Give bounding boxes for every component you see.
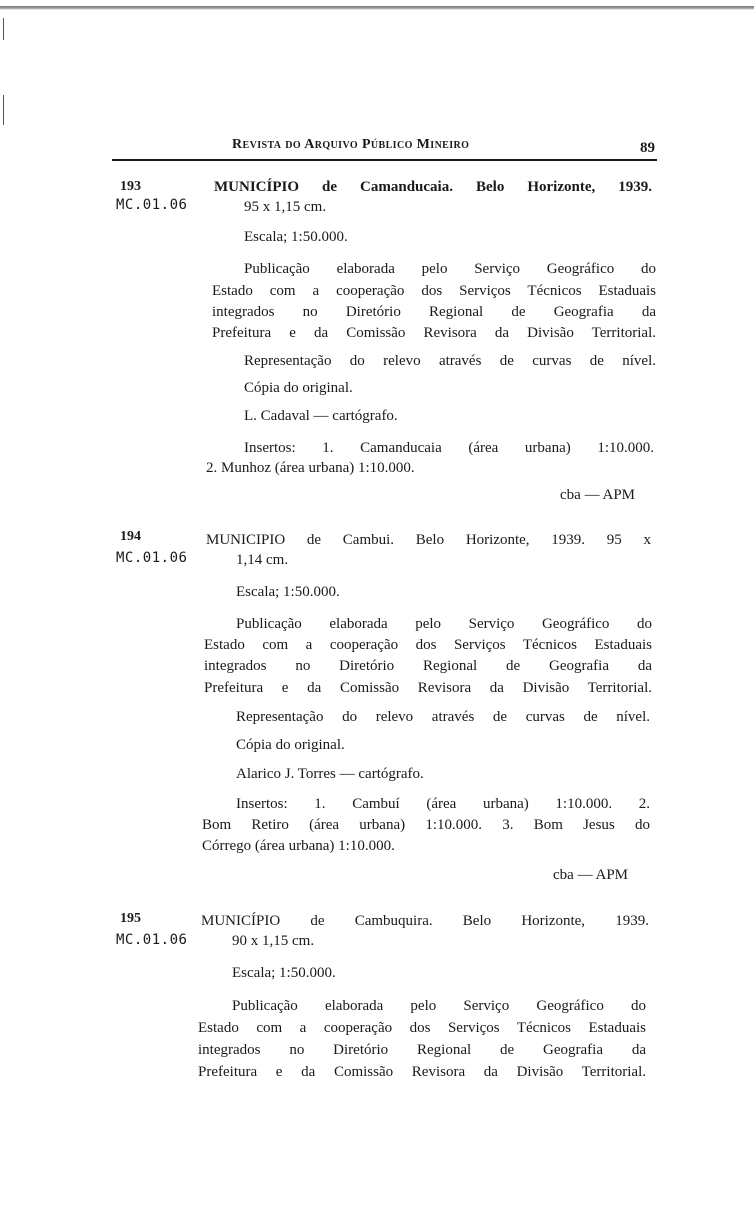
entry-publication: Publicação elaborada pelo Serviço Geográfico do	[244, 261, 656, 277]
entry-dimensions: 90 x 1,15 cm.	[232, 933, 315, 949]
entry-dimensions: 1,14 cm.	[236, 552, 289, 568]
entry-copy: Cópia do original.	[244, 380, 353, 396]
entry-publication: integrados no Diretório Regional de Geografia da	[204, 658, 652, 674]
entry-relief: Representação do relevo através de curvas de nível.	[236, 709, 650, 725]
entry-publication: Estado com a cooperação dos Serviços Técnicos Estaduais	[198, 1020, 646, 1036]
entry-code: MC.01.06	[116, 550, 188, 566]
entry-publication: Estado com a cooperação dos Serviços Técnicos Estaduais	[212, 283, 656, 299]
entry-publication: Prefeitura e da Comissão Revisora da Divisão Territorial.	[204, 680, 652, 696]
entry-dimensions: 95 x 1,15 cm.	[244, 199, 327, 215]
entry-publication: Prefeitura e da Comissão Revisora da Divisão Territorial.	[212, 325, 656, 341]
entry-scale: Escala; 1:50.000.	[244, 229, 348, 245]
entry-author: Alarico J. Torres — cartógrafo.	[236, 766, 424, 782]
entry-source: cba — APM	[553, 867, 628, 883]
entry-scale: Escala; 1:50.000.	[236, 584, 340, 600]
entry-publication: integrados no Diretório Regional de Geografia da	[198, 1042, 646, 1058]
entry-copy: Cópia do original.	[236, 737, 345, 753]
entry-publication: Estado com a cooperação dos Serviços Técnicos Estaduais	[204, 637, 652, 653]
entry-number: 193	[120, 179, 141, 194]
entry-relief: Representação do relevo através de curvas de nível.	[244, 353, 656, 369]
running-head: Revista do Arquivo Público Mineiro	[232, 137, 470, 152]
entry-title: MUNICÍPIO de Cambuquira. Belo Horizonte, 1939.	[201, 913, 649, 929]
page-number: 89	[640, 140, 655, 156]
entry-number: 195	[120, 911, 141, 926]
entry-code: MC.01.06	[116, 932, 188, 948]
entry-publication: Prefeitura e da Comissão Revisora da Divisão Territorial.	[198, 1064, 646, 1080]
entry-title: MUNICÍPIO de Camanducaia. Belo Horizonte, 1939.	[214, 179, 652, 195]
entry-insets: 2. Munhoz (área urbana) 1:10.000.	[206, 460, 415, 476]
entry-insets: Córrego (área urbana) 1:10.000.	[202, 838, 395, 854]
entry-publication: integrados no Diretório Regional de Geografia da	[212, 304, 656, 320]
entry-author: L. Cadaval — cartógrafo.	[244, 408, 398, 424]
entry-source: cba — APM	[560, 487, 635, 503]
entry-title: MUNICIPIO de Cambui. Belo Horizonte, 1939. 95 x	[206, 532, 651, 548]
entry-insets: Insertos: 1. Cambuí (área urbana) 1:10.000. 2.	[236, 796, 650, 812]
entry-publication: Publicação elaborada pelo Serviço Geográfico do	[236, 616, 652, 632]
entry-insets: Insertos: 1. Camanducaia (área urbana) 1:10.000.	[244, 440, 654, 456]
entry-scale: Escala; 1:50.000.	[232, 965, 336, 981]
entry-number: 194	[120, 529, 141, 544]
entry-code: MC.01.06	[116, 197, 188, 213]
entry-publication: Publicação elaborada pelo Serviço Geográfico do	[232, 998, 646, 1014]
header-rule	[112, 159, 657, 161]
entry-insets: Bom Retiro (área urbana) 1:10.000. 3. Bom Jesus do	[202, 817, 650, 833]
